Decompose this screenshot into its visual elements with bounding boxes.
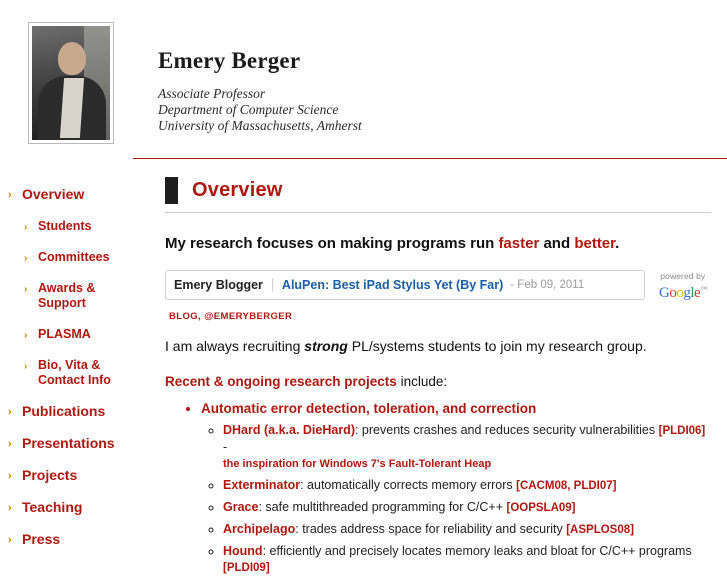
section-title: Overview	[192, 179, 283, 201]
citation-link[interactable]: [ASPLOS08]	[566, 524, 634, 536]
chevron-right-icon: ›	[24, 253, 28, 264]
feed-item-date: - Feb 09, 2011	[510, 279, 585, 291]
photo-head	[58, 42, 86, 75]
list-item	[223, 477, 711, 494]
list-item	[223, 499, 711, 516]
research-statement	[165, 235, 711, 252]
projects-intro-highlight: Recent & ongoing research projects	[165, 374, 397, 389]
projects-intro	[165, 374, 711, 389]
sidebar-item-label: Press	[22, 531, 61, 547]
google-logo	[659, 281, 707, 301]
project-description: : trades address space for reliability and security	[295, 522, 567, 536]
google-letter: l	[690, 285, 695, 301]
project-group-title: Automatic error detection, toleration, and correction	[201, 401, 537, 416]
feed-author: Emery Blogger	[174, 278, 273, 292]
portrait-photo	[32, 26, 110, 140]
feed-widget	[165, 270, 711, 301]
project-group-list	[165, 401, 711, 576]
project-name[interactable]: DHard (a.k.a. DieHard)	[223, 423, 355, 437]
project-list	[201, 422, 711, 576]
google-letter: g	[683, 285, 691, 301]
project-description: : efficiently and precisely locates memory leaks and bloat for C/C++ programs	[262, 544, 692, 558]
chevron-right-icon: ›	[8, 406, 12, 418]
chevron-right-icon: ›	[8, 438, 12, 450]
citation-link[interactable]: [OOPSLA09]	[506, 502, 576, 514]
citation-link[interactable]: [CACM08, PLDI07]	[516, 480, 617, 492]
sidebar-item-plasma[interactable]	[0, 327, 133, 342]
affiliation-line-3: University of Massachusetts, Amherst	[158, 118, 362, 133]
list-item	[223, 543, 711, 576]
sidebar-item-label: Students	[38, 219, 92, 233]
chevron-right-icon: ›	[8, 189, 12, 201]
google-letter: e	[694, 285, 701, 301]
sidebar-nav	[0, 177, 133, 582]
sidebar-item-label: Awards & Support	[38, 281, 96, 310]
body-columns	[0, 159, 727, 582]
site-header	[0, 0, 727, 144]
google-letter: G	[659, 285, 670, 301]
sidebar-item-label: Projects	[22, 467, 78, 483]
project-description: : prevents crashes and reduces security vulnerabilities	[354, 423, 659, 437]
identity-block	[158, 22, 362, 134]
affiliation-line-2: Department of Computer Science	[158, 102, 339, 117]
recruiting-part-1: I am always recruiting	[165, 338, 305, 354]
feed-tags[interactable]: BLOG, @EMERYBERGER	[169, 311, 293, 322]
main-content	[133, 177, 727, 582]
lede-highlight-better: better	[574, 235, 616, 252]
chevron-right-icon: ›	[24, 222, 28, 233]
list-item	[223, 422, 711, 472]
chevron-right-icon: ›	[24, 361, 28, 372]
sidebar-item-label: Committees	[38, 250, 110, 264]
lede-part-1: My research focuses on making programs run	[165, 235, 499, 252]
sidebar-item-label: Teaching	[22, 499, 83, 515]
avatar	[28, 22, 114, 144]
list-item	[223, 521, 711, 538]
lede-highlight-faster: faster	[498, 235, 540, 252]
project-tail: -	[223, 440, 228, 454]
sidebar-item-label: PLASMA	[38, 327, 91, 341]
project-note: the inspiration for Windows 7's Fault-Tolerant Heap	[223, 458, 492, 470]
citation-link[interactable]: [PLDI09]	[223, 562, 270, 574]
sidebar-item-students[interactable]	[0, 219, 133, 234]
lede-part-2: and	[539, 235, 575, 252]
feed-box[interactable]	[165, 270, 645, 300]
powered-by-label: powered by	[660, 271, 706, 281]
recruiting-statement	[165, 338, 711, 354]
chevron-right-icon: ›	[24, 330, 28, 341]
project-description: : safe multithreaded programming for C/C++	[258, 500, 507, 514]
sidebar-item-label: Publications	[22, 403, 106, 419]
google-letter: o	[669, 285, 677, 301]
sidebar-item-label: Presentations	[22, 435, 115, 451]
sidebar-item-presentations[interactable]	[0, 436, 133, 451]
recruiting-part-2: PL/systems students to join my research group.	[347, 338, 647, 354]
sidebar-item-bio-vita-contact[interactable]	[0, 358, 133, 388]
section-header	[165, 177, 711, 213]
trademark-mark: ™	[700, 285, 707, 293]
chevron-right-icon: ›	[8, 470, 12, 482]
project-name[interactable]: Grace	[223, 500, 259, 514]
chevron-right-icon: ›	[8, 534, 12, 546]
chevron-right-icon: ›	[24, 284, 28, 295]
project-name[interactable]: Exterminator	[223, 478, 301, 492]
page-title: Emery Berger	[158, 48, 301, 73]
section-marker	[165, 177, 178, 204]
project-name[interactable]: Archipelago	[223, 522, 296, 536]
powered-by-block	[659, 270, 707, 301]
lede-part-3: .	[615, 235, 620, 252]
chevron-right-icon: ›	[8, 502, 12, 514]
sidebar-item-publications[interactable]	[0, 404, 133, 419]
sidebar-item-projects[interactable]	[0, 468, 133, 483]
projects-intro-rest: include:	[396, 374, 448, 389]
project-description: : automatically corrects memory errors	[300, 478, 517, 492]
sidebar-item-label: Overview	[22, 186, 85, 202]
recruiting-emphasis: strong	[304, 338, 348, 354]
sidebar-item-awards-support[interactable]	[0, 281, 133, 311]
sidebar-item-overview[interactable]	[0, 187, 133, 202]
project-name[interactable]: Hound	[223, 544, 263, 558]
google-letter: o	[676, 285, 684, 301]
sidebar-item-teaching[interactable]	[0, 500, 133, 515]
citation-link[interactable]: [PLDI06]	[658, 425, 706, 437]
sidebar-item-committees[interactable]	[0, 250, 133, 265]
feed-item-link[interactable]: AluPen: Best iPad Stylus Yet (By Far)	[281, 278, 504, 292]
photo-shirt	[60, 78, 84, 138]
affiliation-line-1: Associate Professor	[158, 86, 266, 101]
list-item	[201, 401, 711, 576]
sidebar-item-label: Bio, Vita & Contact Info	[38, 358, 111, 387]
